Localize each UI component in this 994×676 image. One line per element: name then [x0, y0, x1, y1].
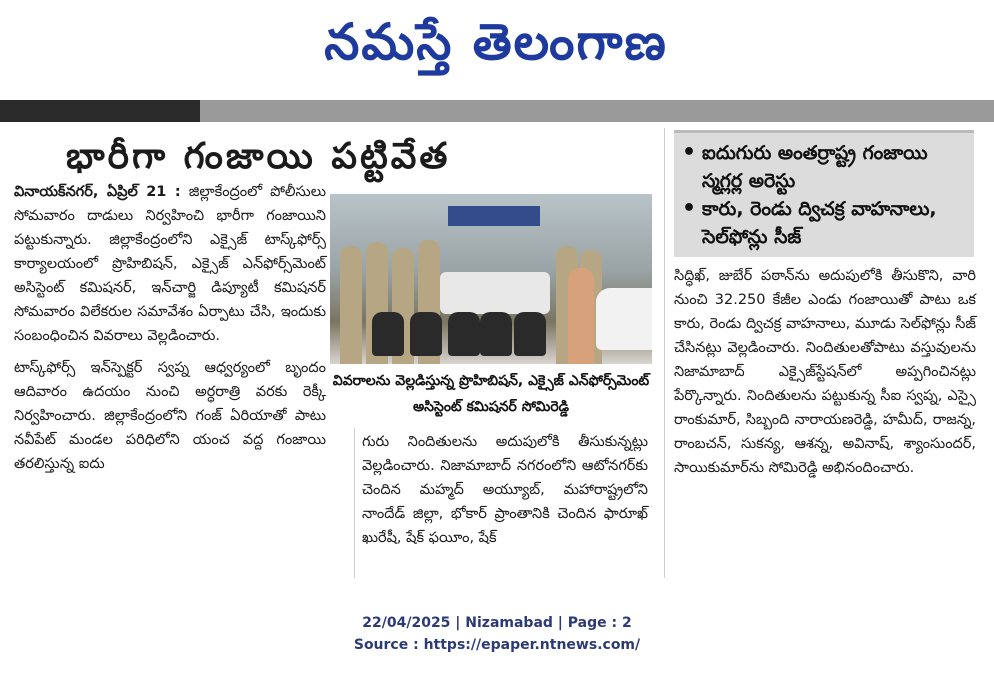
masthead-rule-band: [0, 100, 994, 122]
column-divider: [664, 128, 665, 578]
article-column-2: [362, 430, 648, 550]
photo-accused: [448, 312, 480, 356]
source-link[interactable]: Source : https://epaper.ntnews.com/: [353, 637, 641, 653]
page-footer: [0, 612, 994, 656]
photo-caption: వివరాలను వెల్లడిస్తున్న ప్రొహిబిషన్, ఎక్సైజ్ ఎన్‌ఫోర్స్‌మెంట్ అసిస్టెంట్ కమిషనర్ సోమిరెడ్డి: [332, 373, 650, 415]
highlight-item: • కారు, రెండు ద్విచక్ర వాహనాలు, సెల్‌ఫోన్లు సీజ్: [702, 195, 974, 251]
highlights-box: [674, 130, 974, 257]
news-photo: [330, 194, 652, 364]
dateline: వినాయక్‌నగర్, ఏప్రిల్ 21 :: [14, 184, 181, 200]
masthead-rule-dark-segment: [0, 100, 200, 122]
article-text: జిల్లాకేంద్రంలో పోలీసులు సోమవారం దాడులు నిర్వహించి భారీగా గంజాయిని పట్టుకున్నారు. జిల్లాకేంద్రంలోని ఎక్సైజ్ టాస్క్‌ఫోర్స్ కార్యాలయంలో ప్రొహిబిషన్, ఎక్సైజ్ ఎన్‌ఫోర్స్‌మెంట్ అసిస్టెంట్ కమిషనర్, ఇన్‌చార్జి డిప్యూటీ కమిషనర్ సోమవారం విలేకరుల సమావేశం ఏర్పాటు చేసి, ఇందుకు సంబంధించిన వివరాలు వెల్లడించారు.: [14, 184, 326, 344]
photo-accused: [480, 312, 512, 356]
article-clipping: [10, 128, 982, 588]
photo-accused: [410, 312, 442, 356]
photo-car: [596, 288, 652, 350]
article-paragraph: సిద్ధిఖ్, జుబేర్ పఠాన్‌ను అదుపులోకి తీసుకొని, వారి నుంచి 32.250 కేజీల ఎండు గంజాయితో పాటు ఒక కారు, రెండు ద్విచక్ర వాహనాలు, మూడు సెల్‌ఫోన్లు సీజ్ చేసినట్లు వెల్లడించారు. నిందితులతోపాటు వస్తువులను నిజామాబాద్ ఎక్సైజ్‌స్టేషన్‌లో అప్పగించినట్లు పేర్కొన్నారు. నిందితులను పట్టుకున్న సీఐ స్వప్న, ఎస్సై రాంకుమార్, సిబ్బంది నారాయణరెడ్డి, హమీద్, రాజన్న, రాంబచన్, సుకన్య, ఆశన్న, అవినాష్, శ్యాంసుందర్, సాయికుమార్‌ను సోమిరెడ్డి అభినందించారు.: [674, 268, 976, 476]
newspaper-logo: నమస్తే తెలంగాణ: [324, 12, 668, 71]
photo-woman-officer: [568, 268, 594, 364]
photo-accused: [372, 312, 404, 356]
highlight-item: • ఐదుగురు అంతర్రాష్ట్ర గంజాయి స్మగ్లర్ల అరెస్టు: [702, 139, 974, 195]
edition-info: 22/04/2025 | Nizamabad | Page : 2: [362, 615, 632, 631]
photo-seized-packets: [440, 272, 550, 314]
photo-officer: [340, 246, 362, 364]
article-headline: భారీగా గంజాయి పట్టివేత: [66, 136, 451, 177]
article-column-3: [674, 264, 976, 480]
article-paragraph: గురు నిందితులను అదుపులోకి తీసుకున్నట్లు వెల్లడించారు. నిజామాబాద్ నగరంలోని ఆటోనగర్‌కు చెందిన మహ్మద్ అయ్యూబ్, మహారాష్ట్రలోని నాందేడ్ జిల్లా, భోకార్ ప్రాంతానికి చెందిన ఫారూఖ్ ఖురేషీ, షేక్ ఫయీం, షేక్: [362, 434, 648, 546]
article-column-1: [14, 180, 326, 476]
article-paragraph: [14, 180, 326, 348]
highlights-list: [674, 139, 974, 251]
article-paragraph: టాస్క్‌ఫోర్స్ ఇన్‌స్పెక్టర్ స్వప్న ఆధ్వర్యంలో బృందం ఆదివారం ఉదయం నుంచి అర్ధరాత్రి వరకు రెక్కీ నిర్వహించారు. జిల్లాకేంద్రంలోని గంజ్ ఏరియాతో పాటు నవీపేట్ మండల పరిధిలోని యంచ వద్ద గంజాయి తరలిస్తున్న ఐదు: [14, 360, 326, 472]
photo-accused: [514, 312, 546, 356]
photo-banner: [448, 206, 540, 226]
column-divider: [354, 428, 355, 578]
masthead: [0, 0, 994, 96]
